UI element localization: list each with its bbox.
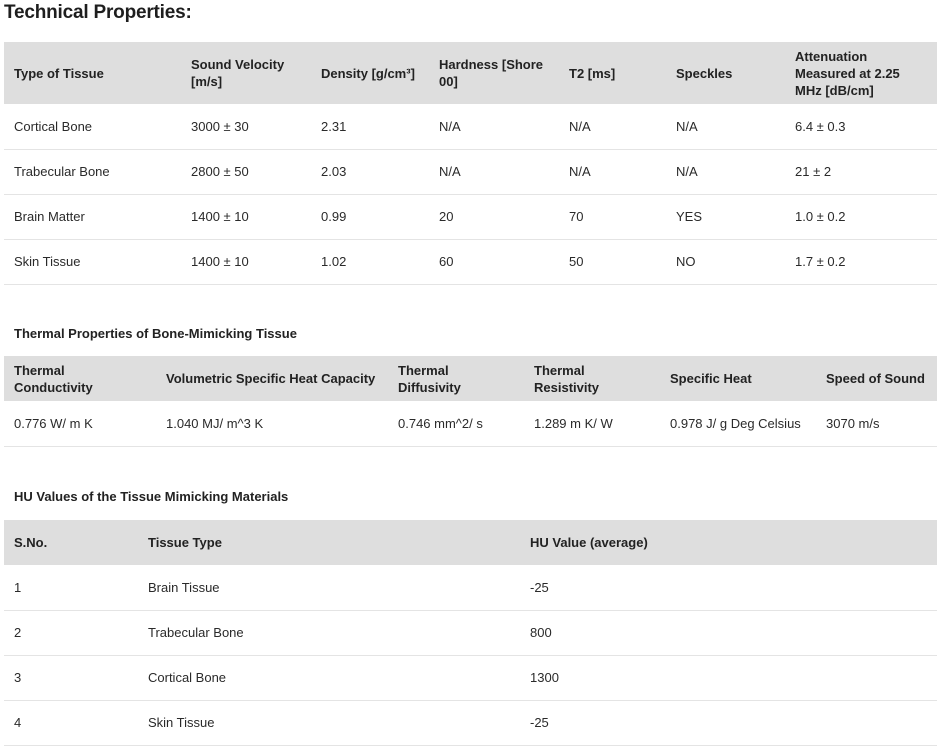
table-cell: 2.31 <box>311 104 429 149</box>
table-cell: 0.746 mm^2/ s <box>388 401 524 446</box>
table-cell: 0.99 <box>311 194 429 239</box>
table-cell: Skin Tissue <box>138 700 520 745</box>
table-cell: N/A <box>429 104 559 149</box>
table-row <box>4 104 937 149</box>
table-cell: 60 <box>429 239 559 284</box>
column-header: S.No. <box>4 520 138 565</box>
table-row <box>4 655 937 700</box>
table-row <box>4 565 937 610</box>
table-row <box>4 149 937 194</box>
table-cell: 2 <box>4 610 138 655</box>
table-header-row <box>4 356 937 401</box>
table-cell: -25 <box>520 700 937 745</box>
page-title: Technical Properties: <box>4 2 192 23</box>
table-cell: N/A <box>666 149 785 194</box>
column-header: Sound Velocity [m/s] <box>181 42 311 104</box>
table-cell: 3000 ± 30 <box>181 104 311 149</box>
hu-section-heading: HU Values of the Tissue Mimicking Materials <box>14 489 289 504</box>
column-header: Thermal Diffusivity <box>388 356 524 401</box>
table-header-row <box>4 42 937 104</box>
column-header: Type of Tissue <box>4 42 181 104</box>
table-cell: 3070 m/s <box>816 401 937 446</box>
table-cell: N/A <box>666 104 785 149</box>
column-header: Density [g/cm³] <box>311 42 429 104</box>
column-header: T2 [ms] <box>559 42 666 104</box>
table-cell: 21 ± 2 <box>785 149 937 194</box>
table-cell: N/A <box>559 149 666 194</box>
table-cell: NO <box>666 239 785 284</box>
table-cell: YES <box>666 194 785 239</box>
table-cell: 0.776 W/ m K <box>4 401 156 446</box>
table-cell: Skin Tissue <box>4 239 181 284</box>
table-row <box>4 401 937 446</box>
column-header: Tissue Type <box>138 520 520 565</box>
table-cell: 3 <box>4 655 138 700</box>
table-cell: -25 <box>520 565 937 610</box>
column-header: Speed of Sound <box>816 356 937 401</box>
table-cell: 1.7 ± 0.2 <box>785 239 937 284</box>
column-header: Volumetric Specific Heat Capacity <box>156 356 388 401</box>
table-row <box>4 700 937 745</box>
table-cell: 1400 ± 10 <box>181 239 311 284</box>
table-cell: 2.03 <box>311 149 429 194</box>
hu-values-table <box>4 520 937 746</box>
column-header: Thermal Resistivity <box>524 356 660 401</box>
table-cell: N/A <box>559 104 666 149</box>
table-cell: N/A <box>429 149 559 194</box>
table-header-row <box>4 520 937 565</box>
table-cell: 20 <box>429 194 559 239</box>
technical-properties-table <box>4 42 937 285</box>
thermal-properties-table <box>4 356 937 447</box>
column-header: Attenuation Measured at 2.25 MHz [dB/cm] <box>785 42 937 104</box>
table-cell: 1400 ± 10 <box>181 194 311 239</box>
table-cell: Trabecular Bone <box>4 149 181 194</box>
column-header: Hardness [Shore 00] <box>429 42 559 104</box>
table-cell: 1.289 m K/ W <box>524 401 660 446</box>
table-cell: 1.02 <box>311 239 429 284</box>
table-cell: Cortical Bone <box>138 655 520 700</box>
thermal-section-heading: Thermal Properties of Bone-Mimicking Tissue <box>14 326 297 341</box>
table-cell: 4 <box>4 700 138 745</box>
table-row <box>4 194 937 239</box>
column-header: Speckles <box>666 42 785 104</box>
table-cell: 2800 ± 50 <box>181 149 311 194</box>
table-cell: Brain Matter <box>4 194 181 239</box>
table-cell: 1300 <box>520 655 937 700</box>
table-cell: 50 <box>559 239 666 284</box>
column-header: Specific Heat <box>660 356 816 401</box>
table-cell: 6.4 ± 0.3 <box>785 104 937 149</box>
table-row <box>4 239 937 284</box>
table-row <box>4 610 937 655</box>
table-cell: Trabecular Bone <box>138 610 520 655</box>
table-cell: 1.040 MJ/ m^3 K <box>156 401 388 446</box>
table-cell: 800 <box>520 610 937 655</box>
table-cell: Cortical Bone <box>4 104 181 149</box>
table-cell: 1.0 ± 0.2 <box>785 194 937 239</box>
table-cell: 0.978 J/ g Deg Celsius <box>660 401 816 446</box>
table-cell: 1 <box>4 565 138 610</box>
table-cell: 70 <box>559 194 666 239</box>
column-header: Thermal Conductivity <box>4 356 156 401</box>
table-cell: Brain Tissue <box>138 565 520 610</box>
column-header: HU Value (average) <box>520 520 937 565</box>
